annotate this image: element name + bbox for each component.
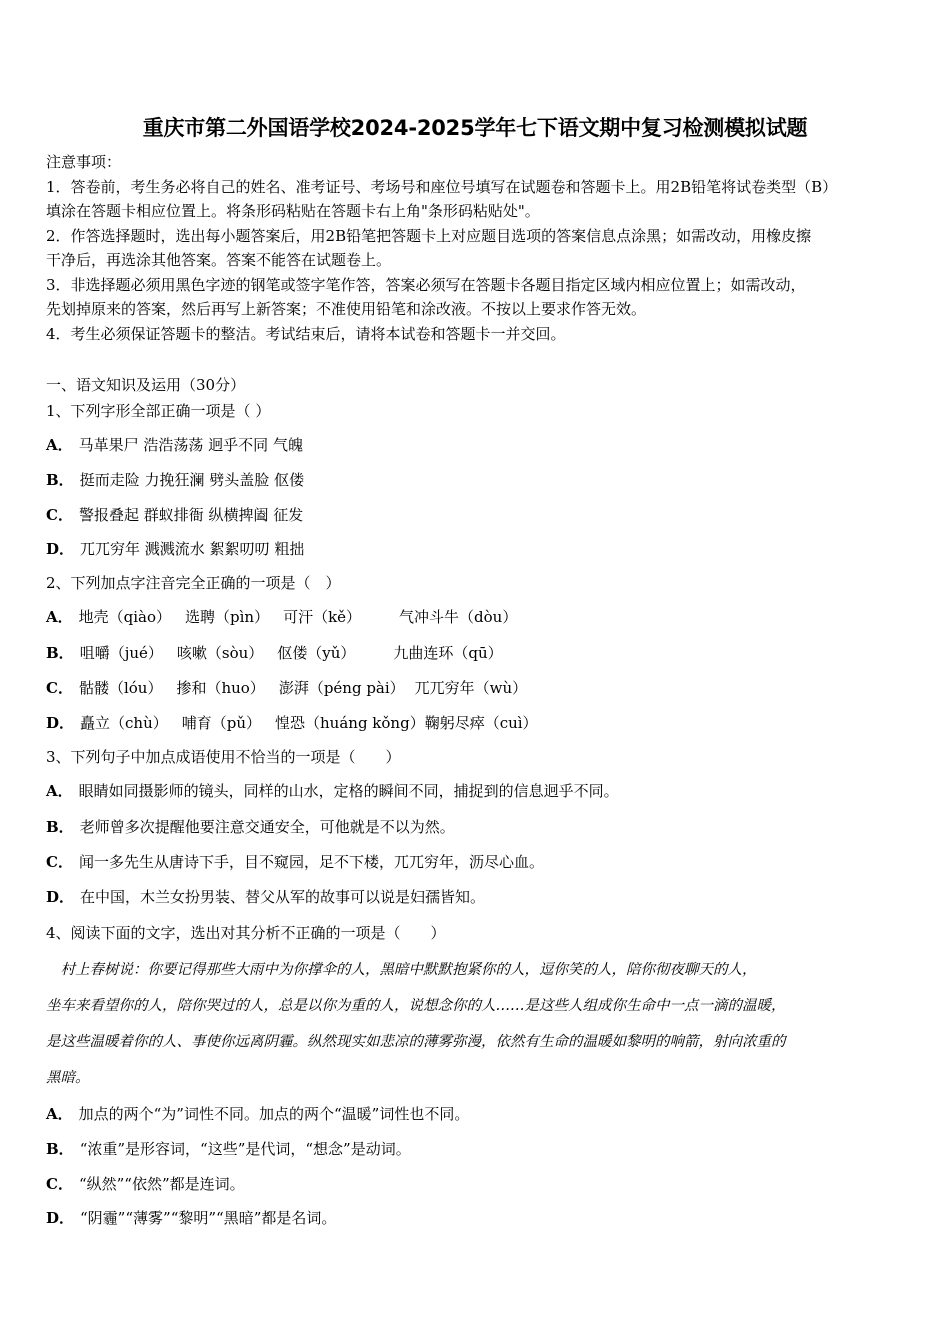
q3-option-d <box>46 886 485 907</box>
option-part: 澎湃（péng pài） <box>278 679 405 697</box>
passage-line: 是这些温暖着你的人、事使你远离阴霾。纵然现实如悲凉的薄雾弥漫，依然有生命的温暖如黎明的响箭，射向浓重的 <box>46 1034 786 1050</box>
option-part: 掺和（huo） <box>176 679 265 697</box>
q3-option-b <box>46 816 455 837</box>
option-label: C． <box>46 679 73 697</box>
q4-option-b <box>46 1138 411 1159</box>
passage-line: 坐车来看望你的人，陪你哭过的人，总是以你为重的人，说想念你的人……是这些人组成你生命中一点一滴的温暖， <box>46 998 786 1014</box>
option-label: D． <box>46 888 75 906</box>
option-part: 兀兀穷年（wù） <box>414 679 528 697</box>
option-text: 在中国，木兰女扮男装、替父从军的故事可以说是妇孺皆知。 <box>80 888 486 906</box>
q1-option-b <box>46 469 304 490</box>
option-text: “阴霾”“薄雾”“黎明”“黑暗”都是名词。 <box>80 1209 337 1227</box>
option-text: “纵然”“依然”都是连词。 <box>78 1175 245 1193</box>
option-label: C． <box>46 506 73 524</box>
q4-option-d <box>46 1207 336 1228</box>
option-text: 眼睛如同摄影师的镜头，同样的山水，定格的瞬间不同，捕捉到的信息迥乎不同。 <box>78 782 619 800</box>
option-text: 闻一多先生从唐诗下手，目不窥园，足不下楼，兀兀穷年，沥尽心血。 <box>78 853 544 871</box>
option-part: 选聘（pìn） <box>185 608 270 626</box>
q3-option-a <box>46 780 619 801</box>
option-label: B． <box>46 644 74 662</box>
q1-option-d <box>46 538 304 559</box>
option-text: 加点的两个“为”词性不同。加点的两个“温暖”词性也不同。 <box>78 1105 470 1123</box>
option-label: A． <box>46 782 73 800</box>
q2-option-a <box>46 606 517 627</box>
notes-heading: 注意事项： <box>46 153 122 171</box>
q4-option-a <box>46 1103 469 1124</box>
option-part: 矗立（chù） <box>80 714 168 732</box>
option-part: 地壳（qiào） <box>78 608 172 626</box>
option-part: 气冲斗牛（dòu） <box>399 608 518 626</box>
question-4-stem: 4、阅读下面的文字，选出对其分析不正确的一项是（ ） <box>46 924 446 942</box>
q1-option-c <box>46 504 303 525</box>
question-3-stem: 3、下列句子中加点成语使用不恰当的一项是（ ） <box>46 748 401 766</box>
option-text: “浓重”是形容词，“这些”是代词，“想念”是动词。 <box>79 1140 411 1158</box>
option-part: 骷髅（lóu） <box>78 679 163 697</box>
q2-option-d <box>46 712 538 733</box>
option-label: A． <box>46 1105 73 1123</box>
option-text: 挺而走险 力挽狂澜 劈头盖脸 伛偻 <box>79 471 304 489</box>
option-text: 马革果尸 浩浩荡荡 迥乎不同 气魄 <box>78 436 303 454</box>
option-label: C． <box>46 1175 73 1193</box>
notes-line: 3．非选择题必须用黑色字迹的钢笔或签字笔作答，答案必须写在答题卡各题目指定区域内相应位置上；如需改动， <box>46 275 806 294</box>
option-part: 伛偻（yǔ） <box>277 644 356 662</box>
option-part: 可汗（kě） <box>283 608 362 626</box>
reading-passage <box>46 952 902 1096</box>
notes-line: 1．答卷前，考生务必将自己的姓名、准考证号、考场号和座位号填写在试题卷和答题卡上。用2B铅笔将试卷类型（B） <box>46 177 838 196</box>
question-2-stem: 2、下列加点字注音完全正确的一项是（ ） <box>46 574 341 592</box>
notes-line: 填涂在答题卡相应位置上。将条形码粘贴在答题卡右上角"条形码粘贴处"。 <box>46 202 540 220</box>
q2-option-b <box>46 642 503 663</box>
option-label: A． <box>46 608 73 626</box>
q1-option-a <box>46 434 303 455</box>
option-label: A． <box>46 436 73 454</box>
notes-line: 先划掉原来的答案，然后再写上新答案；不准使用铅笔和涂改液。不按以上要求作答无效。 <box>46 300 647 318</box>
q4-option-c <box>46 1173 245 1194</box>
option-part: 九曲连环（qū） <box>393 644 503 662</box>
notes-line: 2．作答选择题时，选出每小题答案后，用2B铅笔把答题卡上对应题目选项的答案信息点涂黑；如需改动，用橡皮擦 <box>46 226 812 245</box>
option-part: 咀嚼（jué） <box>79 644 163 662</box>
question-1-stem: 1、下列字形全部正确一项是（ ） <box>46 402 271 420</box>
passage-line: 村上春树说：你要记得那些大雨中为你撑伞的人，黑暗中默默抱紧你的人，逗你笑的人，陪你彻夜聊天的人， <box>46 962 757 978</box>
option-label: D． <box>46 714 75 732</box>
option-label: B． <box>46 1140 74 1158</box>
notes-block <box>46 150 906 346</box>
option-label: B． <box>46 471 74 489</box>
page-title: 重庆市第二外国语学校2024-2025学年七下语文期中复习检测模拟试题 <box>142 116 808 140</box>
option-label: D． <box>46 1209 75 1227</box>
option-part: 咳嗽（sòu） <box>176 644 264 662</box>
q3-option-c <box>46 851 544 872</box>
option-text: 兀兀穷年 溅溅流水 絮絮叨叨 粗拙 <box>80 540 305 558</box>
option-label: C． <box>46 853 73 871</box>
option-label: B． <box>46 818 74 836</box>
notes-line: 4．考生必须保证答题卡的整洁。考试结束后，请将本试卷和答题卡一并交回。 <box>46 324 566 343</box>
option-part: 惶恐（huáng kǒng）鞠躬尽瘁（cuì） <box>275 714 538 732</box>
passage-line: 黑暗。 <box>46 1070 90 1086</box>
notes-line: 干净后，再选涂其他答案。答案不能答在试题卷上。 <box>46 251 392 269</box>
option-text: 老师曾多次提醒他要注意交通安全，可他就是不以为然。 <box>79 818 455 836</box>
option-part: 哺育（pǔ） <box>181 714 262 732</box>
option-label: D． <box>46 540 75 558</box>
option-text: 警报叠起 群蚁排衙 纵横捭阖 征发 <box>78 506 304 524</box>
section-heading: 一、语文知识及运用（30分） <box>46 376 246 394</box>
q2-option-c <box>46 677 527 698</box>
